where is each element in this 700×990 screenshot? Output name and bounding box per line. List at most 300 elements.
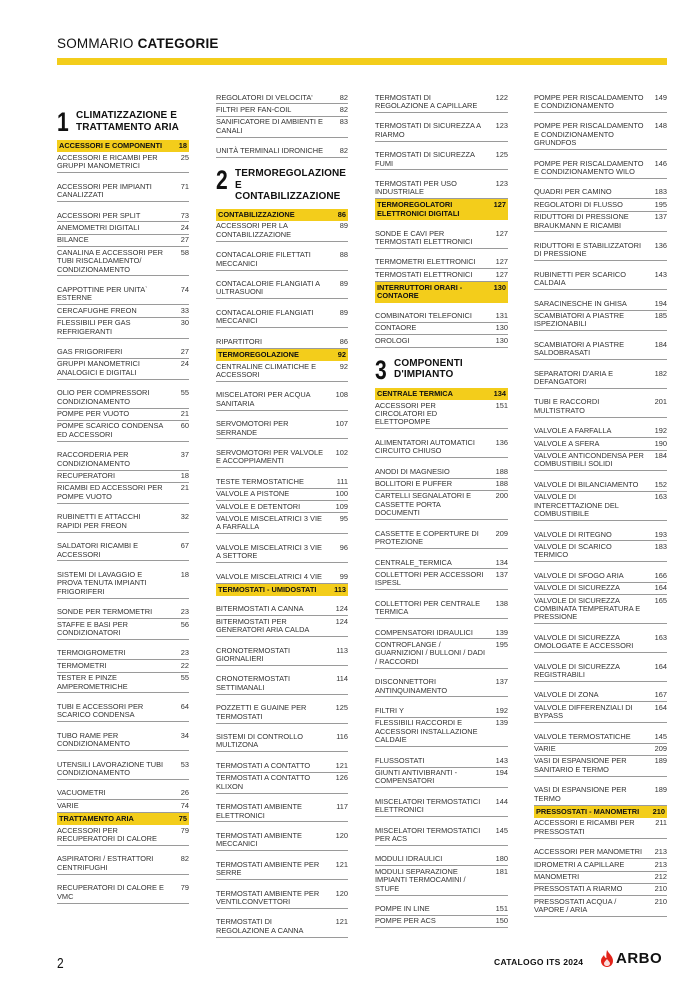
flame-icon xyxy=(600,950,614,967)
entry-label: CRONOTERMOSTATI GIORNALIERI xyxy=(216,645,291,664)
entry-label: TERMOSTATI AMBIENTE ELETTRONICI xyxy=(216,802,302,820)
index-entry[interactable] xyxy=(375,916,508,928)
entry-page: 210 xyxy=(652,806,665,816)
entry-page: 74 xyxy=(180,800,189,810)
entry-label: VALVOLE MISCELATRICI 3 VIE A FARFALLA xyxy=(216,513,322,532)
index-entry[interactable] xyxy=(216,802,348,823)
entry-page: 209 xyxy=(654,744,667,753)
entry-label: CONTROFLANGE / GUARNIZIONI / BULLONI / DADI / RACCORDI xyxy=(375,639,486,666)
section-title: COMPONENTI D'IMPIANTO xyxy=(394,357,463,381)
entry-label: VALVOLE TERMOSTATICHE xyxy=(534,731,631,741)
index-entry[interactable] xyxy=(375,705,508,717)
entry-label: VALVOLE DI SCARICO TERMICO xyxy=(534,541,612,560)
index-entry[interactable] xyxy=(216,859,348,880)
index-entry[interactable] xyxy=(375,569,508,590)
index-entry[interactable] xyxy=(534,661,667,682)
entry-label: CONTACALORIE FLANGIATI A ULTRASUONI xyxy=(216,279,320,297)
category-header[interactable] xyxy=(216,349,348,361)
category-header[interactable] xyxy=(534,806,667,818)
entry-page: 121 xyxy=(335,760,348,770)
index-entry[interactable] xyxy=(534,541,667,562)
entry-label: VASI DI ESPANSIONE PER SANITARIO E TERMO xyxy=(534,756,627,774)
index-entry[interactable] xyxy=(534,847,667,859)
index-entry[interactable] xyxy=(534,199,667,211)
index-entry[interactable] xyxy=(534,595,667,624)
entry-label: POZZETTI E GUAINE PER TERMOSTATI xyxy=(216,703,307,721)
index-entry[interactable] xyxy=(216,542,348,563)
entry-page: 121 xyxy=(335,917,348,927)
index-entry[interactable] xyxy=(375,121,508,142)
category-header[interactable] xyxy=(216,209,348,221)
entry-label: COLLETTORI PER ACCESSORI ISPESL xyxy=(375,569,484,588)
index-entry[interactable] xyxy=(57,730,189,751)
category-header[interactable] xyxy=(375,199,508,220)
entry-page: 109 xyxy=(335,501,348,511)
index-entry[interactable] xyxy=(375,796,508,817)
entry-label: COLLETTORI PER CENTRALE TERMICA xyxy=(375,598,480,617)
index-entry[interactable] xyxy=(57,800,189,812)
index-entry[interactable] xyxy=(57,759,189,780)
index-entry[interactable] xyxy=(216,489,348,501)
index-entry[interactable] xyxy=(216,501,348,513)
entry-label: CONTAORE xyxy=(375,323,417,333)
entry-label: CRONOTERMOSTATI SETTIMANALI xyxy=(216,674,291,692)
entry-page: 23 xyxy=(180,607,189,617)
index-entry[interactable] xyxy=(57,181,189,202)
entry-page: 165 xyxy=(654,595,667,605)
index-entry[interactable] xyxy=(57,359,189,380)
index-entry[interactable] xyxy=(375,311,508,323)
entry-label: BITERMOSTATI PER GENERATORI ARIA CALDA xyxy=(216,616,310,635)
entry-page: 99 xyxy=(339,571,348,581)
index-entry[interactable] xyxy=(375,257,508,269)
index-entry[interactable] xyxy=(57,648,189,660)
entry-page: 188 xyxy=(495,479,508,489)
entry-label: TERMOSTATI A CONTATTO KLIXON xyxy=(216,773,311,791)
entry-page: 82 xyxy=(339,146,348,156)
entry-label: CONTACALORIE FLANGIATI MECCANICI xyxy=(216,307,314,326)
index-entry[interactable] xyxy=(375,854,508,866)
index-entry[interactable] xyxy=(534,632,667,653)
entry-label: POMPE SCARICO CONDENSA ED ACCESSORI xyxy=(57,421,163,439)
entry-page: 73 xyxy=(180,210,189,220)
entry-page: 122 xyxy=(495,92,508,102)
index-entry[interactable] xyxy=(375,639,508,668)
entry-page: 134 xyxy=(493,388,506,398)
index-entry[interactable] xyxy=(57,152,189,173)
index-entry[interactable] xyxy=(375,269,508,281)
index-entry[interactable] xyxy=(57,318,189,339)
entry-page: 213 xyxy=(654,847,667,857)
entry-label: TERMOSTATI AMBIENTE MECCANICI xyxy=(216,830,302,849)
entry-label: TESTE TERMOSTATICHE xyxy=(216,476,304,486)
entry-label: COMPENSATORI IDRAULICI xyxy=(375,627,473,637)
index-entry[interactable] xyxy=(57,883,189,904)
entry-label: VALVOLE DI SICUREZZA REGISTRABILI xyxy=(534,661,620,679)
index-entry[interactable] xyxy=(57,483,189,504)
entry-page: 210 xyxy=(654,896,667,906)
index-entry[interactable] xyxy=(216,888,348,909)
entry-label: TERMOSTATI DI REGOLAZIONE A CAPILLARE xyxy=(375,92,478,110)
entry-page: 211 xyxy=(655,818,667,828)
entry-page: 150 xyxy=(495,916,508,926)
index-entry[interactable] xyxy=(534,339,667,360)
entry-page: 213 xyxy=(654,859,667,869)
index-entry[interactable] xyxy=(216,917,348,938)
index-entry[interactable] xyxy=(57,541,189,562)
column-2 xyxy=(216,92,348,938)
index-entry[interactable] xyxy=(375,866,508,895)
entry-page: 102 xyxy=(335,447,348,457)
index-entry[interactable] xyxy=(534,212,667,233)
entry-page: 79 xyxy=(180,883,189,893)
entry-label: CENTRALINE CLIMATICHE E ACCESSORI xyxy=(216,361,317,379)
index-entry[interactable] xyxy=(216,361,348,382)
entry-label: RUBINETTI E ATTACCHI RAPIDI PER FREON xyxy=(57,512,141,530)
entry-label: MISCELATORI TERMOSTATICI PER ACS xyxy=(375,825,481,844)
index-entry[interactable] xyxy=(534,269,667,290)
index-entry[interactable] xyxy=(216,571,348,583)
index-entry[interactable] xyxy=(534,298,667,310)
brand-logo xyxy=(600,950,662,967)
index-entry[interactable] xyxy=(216,732,348,753)
index-entry[interactable] xyxy=(57,619,189,640)
index-entry[interactable] xyxy=(57,347,189,359)
entry-label: RACCORDERIA PER CONDIZIONAMENTO xyxy=(57,450,130,468)
entry-page: 131 xyxy=(495,311,508,320)
entry-page: 55 xyxy=(180,388,189,398)
entry-page: 136 xyxy=(654,240,667,250)
entry-page: 92 xyxy=(337,349,346,359)
entry-label: REGOLATORI DI VELOCITA' xyxy=(216,92,313,102)
entry-page: 58 xyxy=(180,247,189,257)
index-entry[interactable] xyxy=(375,400,508,429)
index-entry[interactable] xyxy=(534,479,667,491)
entry-page: 64 xyxy=(180,701,189,711)
entry-label: VALVOLE DI ZONA xyxy=(534,690,599,700)
entry-label: TESTER E PINZE AMPEROMETRICHE xyxy=(57,673,128,691)
index-entry[interactable] xyxy=(57,673,189,694)
entry-page: 88 xyxy=(339,250,348,260)
category-header[interactable] xyxy=(57,140,189,152)
entry-label: MISCELATORI PER ACQUA SANITARIA xyxy=(216,390,311,408)
entry-label: TERMOSTATI AMBIENTE PER VENTILCONVETTORI xyxy=(216,888,320,906)
entry-page: 164 xyxy=(654,661,667,671)
entry-page: 21 xyxy=(180,409,189,419)
index-entry[interactable] xyxy=(534,744,667,756)
entry-label: QUADRI PER CAMINO xyxy=(534,187,612,197)
index-entry[interactable] xyxy=(534,311,667,332)
entry-page: 25 xyxy=(180,152,189,162)
index-entry[interactable] xyxy=(534,859,667,871)
index-entry[interactable] xyxy=(216,604,348,616)
entry-page: 123 xyxy=(495,178,508,188)
index-entry[interactable] xyxy=(375,825,508,846)
entry-page: 24 xyxy=(180,359,189,369)
entry-label: TERMOSTATI DI SICUREZZA A RIARMO xyxy=(375,121,481,139)
index-entry[interactable] xyxy=(534,731,667,743)
index-entry[interactable] xyxy=(216,117,348,138)
index-entry[interactable] xyxy=(57,450,189,471)
entry-label: SISTEMI DI LAVAGGIO E PROVA TENUTA IMPIANTI FRIGORIFERI xyxy=(57,569,147,596)
index-entry[interactable] xyxy=(57,222,189,234)
index-entry[interactable] xyxy=(216,250,348,271)
category-header[interactable] xyxy=(375,388,508,400)
index-entry[interactable] xyxy=(534,492,667,521)
index-entry[interactable] xyxy=(57,788,189,800)
index-entry[interactable] xyxy=(216,760,348,772)
index-entry[interactable] xyxy=(375,557,508,569)
index-entry[interactable] xyxy=(216,279,348,300)
index-entry[interactable] xyxy=(534,438,667,450)
index-entry[interactable] xyxy=(375,335,508,347)
entry-page: 145 xyxy=(654,731,667,741)
entry-page: 113 xyxy=(334,584,346,594)
index-entry[interactable] xyxy=(375,466,508,478)
entry-page: 195 xyxy=(654,199,667,209)
entry-page: 82 xyxy=(339,92,348,102)
index-entry[interactable] xyxy=(534,690,667,702)
entry-page: 183 xyxy=(654,541,667,551)
index-entry[interactable] xyxy=(216,92,348,104)
entry-page: 82 xyxy=(339,104,348,114)
entry-label: UTENSILI LAVORAZIONE TUBI CONDIZIONAMENTO xyxy=(57,759,164,777)
index-entry[interactable] xyxy=(216,221,348,242)
entry-label: BITERMOSTATI A CANNA xyxy=(216,604,304,614)
entry-label: ACCESSORI PER LA CONTABILIZZAZIONE xyxy=(216,221,292,239)
entry-page: 163 xyxy=(654,492,667,502)
index-entry[interactable] xyxy=(216,419,348,440)
index-entry[interactable] xyxy=(375,178,508,199)
index-entry[interactable] xyxy=(57,247,189,276)
index-entry[interactable] xyxy=(57,409,189,421)
entry-label: RIDUTTORI E STABILIZZATORI DI PRESSIONE xyxy=(534,240,642,259)
entry-page: 130 xyxy=(493,282,506,292)
entry-page: 18 xyxy=(180,471,189,481)
index-entry[interactable] xyxy=(534,756,667,777)
entry-label: CONTABILIZZAZIONE xyxy=(218,209,295,219)
index-entry[interactable] xyxy=(57,512,189,533)
index-entry[interactable] xyxy=(375,677,508,698)
index-entry[interactable] xyxy=(534,785,667,806)
entry-page: 127 xyxy=(495,228,508,238)
index-entry[interactable] xyxy=(375,718,508,747)
entry-page: 116 xyxy=(336,732,348,742)
entry-page: 138 xyxy=(495,598,508,608)
entry-page: 151 xyxy=(495,400,508,410)
index-entry[interactable] xyxy=(375,92,508,113)
index-entry[interactable] xyxy=(216,307,348,328)
index-entry[interactable] xyxy=(375,323,508,335)
entry-label: VALVOLE DI SICUREZZA xyxy=(534,583,620,593)
index-entry[interactable] xyxy=(375,491,508,520)
entry-page: 117 xyxy=(336,802,348,812)
index-entry[interactable] xyxy=(534,158,667,179)
entry-page: 137 xyxy=(495,569,508,579)
entry-label: VALVOLE DI SICUREZZA OMOLOGATE E ACCESSORI xyxy=(534,632,634,651)
index-entry[interactable] xyxy=(216,447,348,468)
entry-page: 200 xyxy=(495,491,508,501)
entry-label: BILANCE xyxy=(57,235,89,245)
index-entry[interactable] xyxy=(57,305,189,317)
index-entry[interactable] xyxy=(534,583,667,595)
entry-page: 188 xyxy=(495,466,508,476)
entry-page: 181 xyxy=(495,866,508,876)
index-entry[interactable] xyxy=(57,607,189,619)
index-entry[interactable] xyxy=(57,825,189,846)
index-entry[interactable] xyxy=(57,701,189,722)
index-entry[interactable] xyxy=(534,702,667,723)
index-entry[interactable] xyxy=(57,854,189,875)
entry-label: POMPE PER VUOTO xyxy=(57,409,130,419)
entry-page: 79 xyxy=(180,825,189,835)
index-entry[interactable] xyxy=(57,210,189,222)
entry-page: 75 xyxy=(178,813,187,823)
index-entry[interactable] xyxy=(216,104,348,116)
index-entry[interactable] xyxy=(534,529,667,541)
entry-page: 127 xyxy=(493,200,506,210)
entry-label: VALVOLE A FARFALLA xyxy=(534,426,612,436)
index-entry[interactable] xyxy=(375,228,508,249)
index-entry[interactable] xyxy=(534,121,667,150)
index-entry[interactable] xyxy=(375,479,508,491)
entry-page: 89 xyxy=(339,279,348,289)
entry-label: GIUNTI ANTIVIBRANTI - COMPENSATORI xyxy=(375,768,458,786)
index-entry[interactable] xyxy=(57,660,189,672)
entry-label: PRESSOSTATI A RIARMO xyxy=(534,884,623,894)
index-entry[interactable] xyxy=(216,336,348,348)
entry-page: 56 xyxy=(180,619,189,629)
entry-page: 27 xyxy=(180,235,189,245)
index-entry[interactable] xyxy=(57,569,189,598)
entry-label: BOLLITORI E PUFFER xyxy=(375,479,453,489)
column-3 xyxy=(375,92,508,928)
entry-page: 82 xyxy=(180,854,189,864)
entry-page: 89 xyxy=(339,307,348,317)
section-heading xyxy=(57,107,189,137)
index-entry[interactable] xyxy=(216,773,348,794)
index-entry[interactable] xyxy=(375,437,508,458)
index-entry[interactable] xyxy=(216,830,348,851)
index-entry[interactable] xyxy=(57,421,189,442)
index-entry[interactable] xyxy=(375,627,508,639)
entry-label: VALVOLE ANTICONDENSA PER COMBUSTIBILI SOLIDI xyxy=(534,451,644,469)
entry-page: 53 xyxy=(180,759,189,769)
index-entry[interactable] xyxy=(375,150,508,171)
entry-label: MISCELATORI TERMOSTATICI ELETTRONICI xyxy=(375,796,481,815)
column-1 xyxy=(57,100,189,904)
entry-label: SERVOMOTORI PER VALVOLE E ACCOPPIAMENTI xyxy=(216,447,324,466)
entry-label: SALDATORI RICAMBI E ACCESSORI xyxy=(57,541,139,559)
index-entry[interactable] xyxy=(534,896,667,917)
category-header[interactable] xyxy=(216,584,348,596)
index-entry[interactable] xyxy=(375,755,508,767)
entry-label: VACUOMETRI xyxy=(57,788,106,798)
entry-label: VALVOLE MISCELATRICI 4 VIE xyxy=(216,571,322,581)
entry-label: PRESSOSTATI ACQUA / VAPORE / ARIA xyxy=(534,896,617,915)
entry-label: GAS FRIGORIFERI xyxy=(57,347,123,356)
index-entry[interactable] xyxy=(534,884,667,896)
entry-label: RECUPERATORI xyxy=(57,471,116,481)
entry-page: 130 xyxy=(495,335,508,345)
index-entry[interactable] xyxy=(216,146,348,158)
entry-page: 114 xyxy=(336,674,348,684)
index-entry[interactable] xyxy=(57,471,189,483)
entry-label: CENTRALE TERMICA xyxy=(377,388,453,398)
entry-page: 18 xyxy=(178,141,187,150)
index-entry[interactable] xyxy=(216,645,348,666)
index-entry[interactable] xyxy=(375,768,508,789)
index-entry[interactable] xyxy=(216,476,348,488)
entry-page: 60 xyxy=(180,421,189,431)
index-entry[interactable] xyxy=(57,388,189,409)
entry-label: ACCESSORI PER MANOMETRI xyxy=(534,847,642,857)
category-header[interactable] xyxy=(375,282,508,303)
column-4 xyxy=(534,92,667,917)
entry-page: 192 xyxy=(495,705,508,715)
entry-page: 143 xyxy=(495,755,508,765)
index-entry[interactable] xyxy=(534,818,667,839)
entry-label: VALVOLE A PISTONE xyxy=(216,489,290,499)
index-entry[interactable] xyxy=(216,616,348,637)
entry-label: TERMOIGROMETRI xyxy=(57,648,126,658)
index-entry[interactable] xyxy=(534,92,667,113)
entry-label: SANIFICATORE DI AMBIENTI E CANALI xyxy=(216,117,323,135)
entry-label: IDROMETRI A CAPILLARE xyxy=(534,859,625,869)
entry-label: VALVOLE DI INTERCETTAZIONE DEL COMBUSTIBILE xyxy=(534,492,619,519)
entry-label: UNITÀ TERMINALI IDRONICHE xyxy=(216,146,324,156)
entry-label: TERMOSTATI ELETTRONICI xyxy=(375,269,473,279)
category-header[interactable] xyxy=(57,813,189,825)
index-entry[interactable] xyxy=(534,368,667,389)
entry-label: VALVOLE DI SICUREZZA COMBINATA TEMPERATURA E PRESSIONE xyxy=(534,595,641,622)
entry-label: PRESSOSTATI - MANOMETRI xyxy=(536,806,640,816)
section-number: 2 xyxy=(216,165,228,196)
entry-label: POMPE PER RISCALDAMENTO E CONDIZIONAMENTO WILO xyxy=(534,158,644,176)
entry-page: 89 xyxy=(339,221,348,231)
index-entry[interactable] xyxy=(534,240,667,261)
index-entry[interactable] xyxy=(534,570,667,582)
index-entry[interactable] xyxy=(57,284,189,305)
index-entry[interactable] xyxy=(57,235,189,247)
entry-page: 95 xyxy=(339,513,348,523)
entry-page: 26 xyxy=(180,788,189,798)
entry-page: 167 xyxy=(654,690,667,700)
entry-page: 124 xyxy=(335,604,348,614)
entry-label: CANALINA E ACCESSORI PER TUBI RISCALDAMENTO/ CONDIZIONAMENTO xyxy=(57,247,163,274)
entry-label: TERMOREGOLAZIONE xyxy=(218,349,299,359)
entry-page: 146 xyxy=(654,158,667,168)
entry-page: 194 xyxy=(654,298,667,308)
index-entry[interactable] xyxy=(375,904,508,916)
index-entry[interactable] xyxy=(216,674,348,695)
index-entry[interactable] xyxy=(216,513,348,534)
index-entry[interactable] xyxy=(534,187,667,199)
entry-page: 182 xyxy=(654,368,667,378)
entry-page: 184 xyxy=(654,451,667,461)
entry-page: 27 xyxy=(180,347,189,356)
index-entry[interactable] xyxy=(375,528,508,549)
entry-label: ACCESSORI PER IMPIANTI CANALIZZATI xyxy=(57,181,152,200)
index-entry[interactable] xyxy=(534,451,667,472)
index-entry[interactable] xyxy=(534,426,667,438)
index-entry[interactable] xyxy=(375,598,508,619)
index-entry[interactable] xyxy=(216,390,348,411)
index-entry[interactable] xyxy=(216,703,348,724)
index-entry[interactable] xyxy=(534,397,667,418)
index-entry[interactable] xyxy=(534,872,667,884)
entry-page: 180 xyxy=(495,854,508,864)
